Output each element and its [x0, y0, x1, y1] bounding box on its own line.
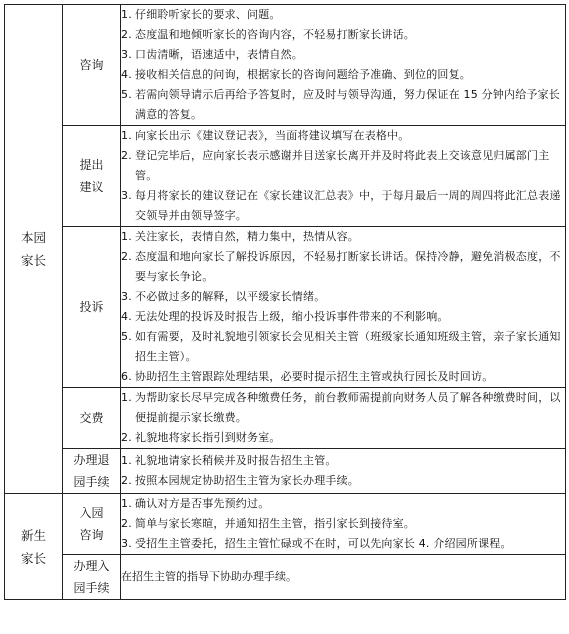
- list-item: 2. 礼貌地将家长指引到财务室。: [121, 431, 281, 444]
- list-item: 1. 仔细聆听家长的要求、问题。: [121, 8, 281, 21]
- group-label-new-parents: 新生 家长: [5, 494, 63, 600]
- table-row: [5, 5, 566, 126]
- list-item: 1. 确认对方是否事先预约过。: [121, 497, 270, 510]
- content-enrollment-consultation: [121, 494, 566, 555]
- list-item: 6. 协助招生主管跟踪处理结果，必要时提示招生主管或执行园长及时回访。: [121, 370, 494, 383]
- category-suggestion: 提出 建议: [63, 126, 121, 227]
- table-row: [5, 126, 566, 227]
- table-row: [5, 388, 566, 449]
- reception-guide-table: [4, 4, 566, 600]
- procedure-text: 在招生主管的指导下协助办理手续。: [121, 570, 297, 583]
- category-enrollment-consultation: 入园 咨询: [63, 494, 121, 555]
- list-item: 2. 简单与家长寒暄，并通知招生主管，指引家长到接待室。: [121, 517, 415, 530]
- list-item: 1. 为帮助家长尽早完成各种缴费任务，前台教师需提前向财务人员了解各种缴费时间，以便提前提示家长缴费。: [121, 391, 561, 424]
- category-consultation: 咨询: [63, 5, 121, 126]
- list-item: 3. 每月将家长的建议登记在《家长建议汇总表》中，于每月最后一周的周四将此汇总表递交领导并由领导签字。: [121, 189, 561, 222]
- category-withdrawal: 办理退 园手续: [63, 449, 121, 494]
- list-item: 1. 向家长出示《建议登记表》，当面将建议填写在表格中。: [121, 129, 410, 142]
- list-item: 2. 态度温和地倾听家长的咨询内容，不轻易打断家长讲话。: [121, 28, 415, 41]
- content-consultation: [121, 5, 566, 126]
- category-payment: 交费: [63, 388, 121, 449]
- list-item: 1. 关注家长，表情自然，精力集中，热情从容。: [121, 230, 359, 243]
- table-row: [5, 494, 566, 555]
- list-item: 5. 若需向领导请示后再给予答复时，应及时与领导沟通，努力保证在 15 分钟内给予家长满意的答复。: [121, 88, 560, 121]
- list-item: 5. 如有需要，及时礼貌地引领家长会见相关主管（班级家长通知班级主管，亲子家长通知招生主管）。: [121, 330, 561, 363]
- list-item: 3. 口齿清晰，语速适中，表情自然。: [121, 48, 303, 61]
- list-item: 3. 受招生主管委托，招生主管忙碌或不在时，可以先向家长 4. 介绍园所课程。: [121, 537, 512, 550]
- list-item: 1. 礼貌地请家长稍候并及时报告招生主管。: [121, 454, 337, 467]
- group-label-current-parents: 本园 家长: [5, 5, 63, 494]
- category-complaint: 投诉: [63, 227, 121, 388]
- list-item: 4. 无法处理的投诉及时报告上级，缩小投诉事件带来的不利影响。: [121, 310, 449, 323]
- table-row: [5, 449, 566, 494]
- content-suggestion: [121, 126, 566, 227]
- table-row: [5, 555, 566, 600]
- list-item: 4. 接收相关信息的问询，根据家长的咨询问题给予准确、到位的回复。: [121, 68, 471, 81]
- content-withdrawal: [121, 449, 566, 494]
- content-enrollment-procedure: [121, 555, 566, 600]
- list-item: 2. 登记完毕后，应向家长表示感谢并目送家长离开并及时将此表上交该意见归属部门主管。: [121, 149, 550, 182]
- table-row: [5, 227, 566, 388]
- list-item: 2. 按照本园规定协助招生主管为家长办理手续。: [121, 474, 359, 487]
- content-payment: [121, 388, 566, 449]
- category-enrollment-procedure: 办理入 园手续: [63, 555, 121, 600]
- list-item: 2. 态度温和地向家长了解投诉原因，不轻易打断家长讲话。保持冷静，避免消极态度，不要与家长争论。: [121, 250, 561, 283]
- content-complaint: [121, 227, 566, 388]
- list-item: 3. 不必做过多的解释，以平缓家长情绪。: [121, 290, 326, 303]
